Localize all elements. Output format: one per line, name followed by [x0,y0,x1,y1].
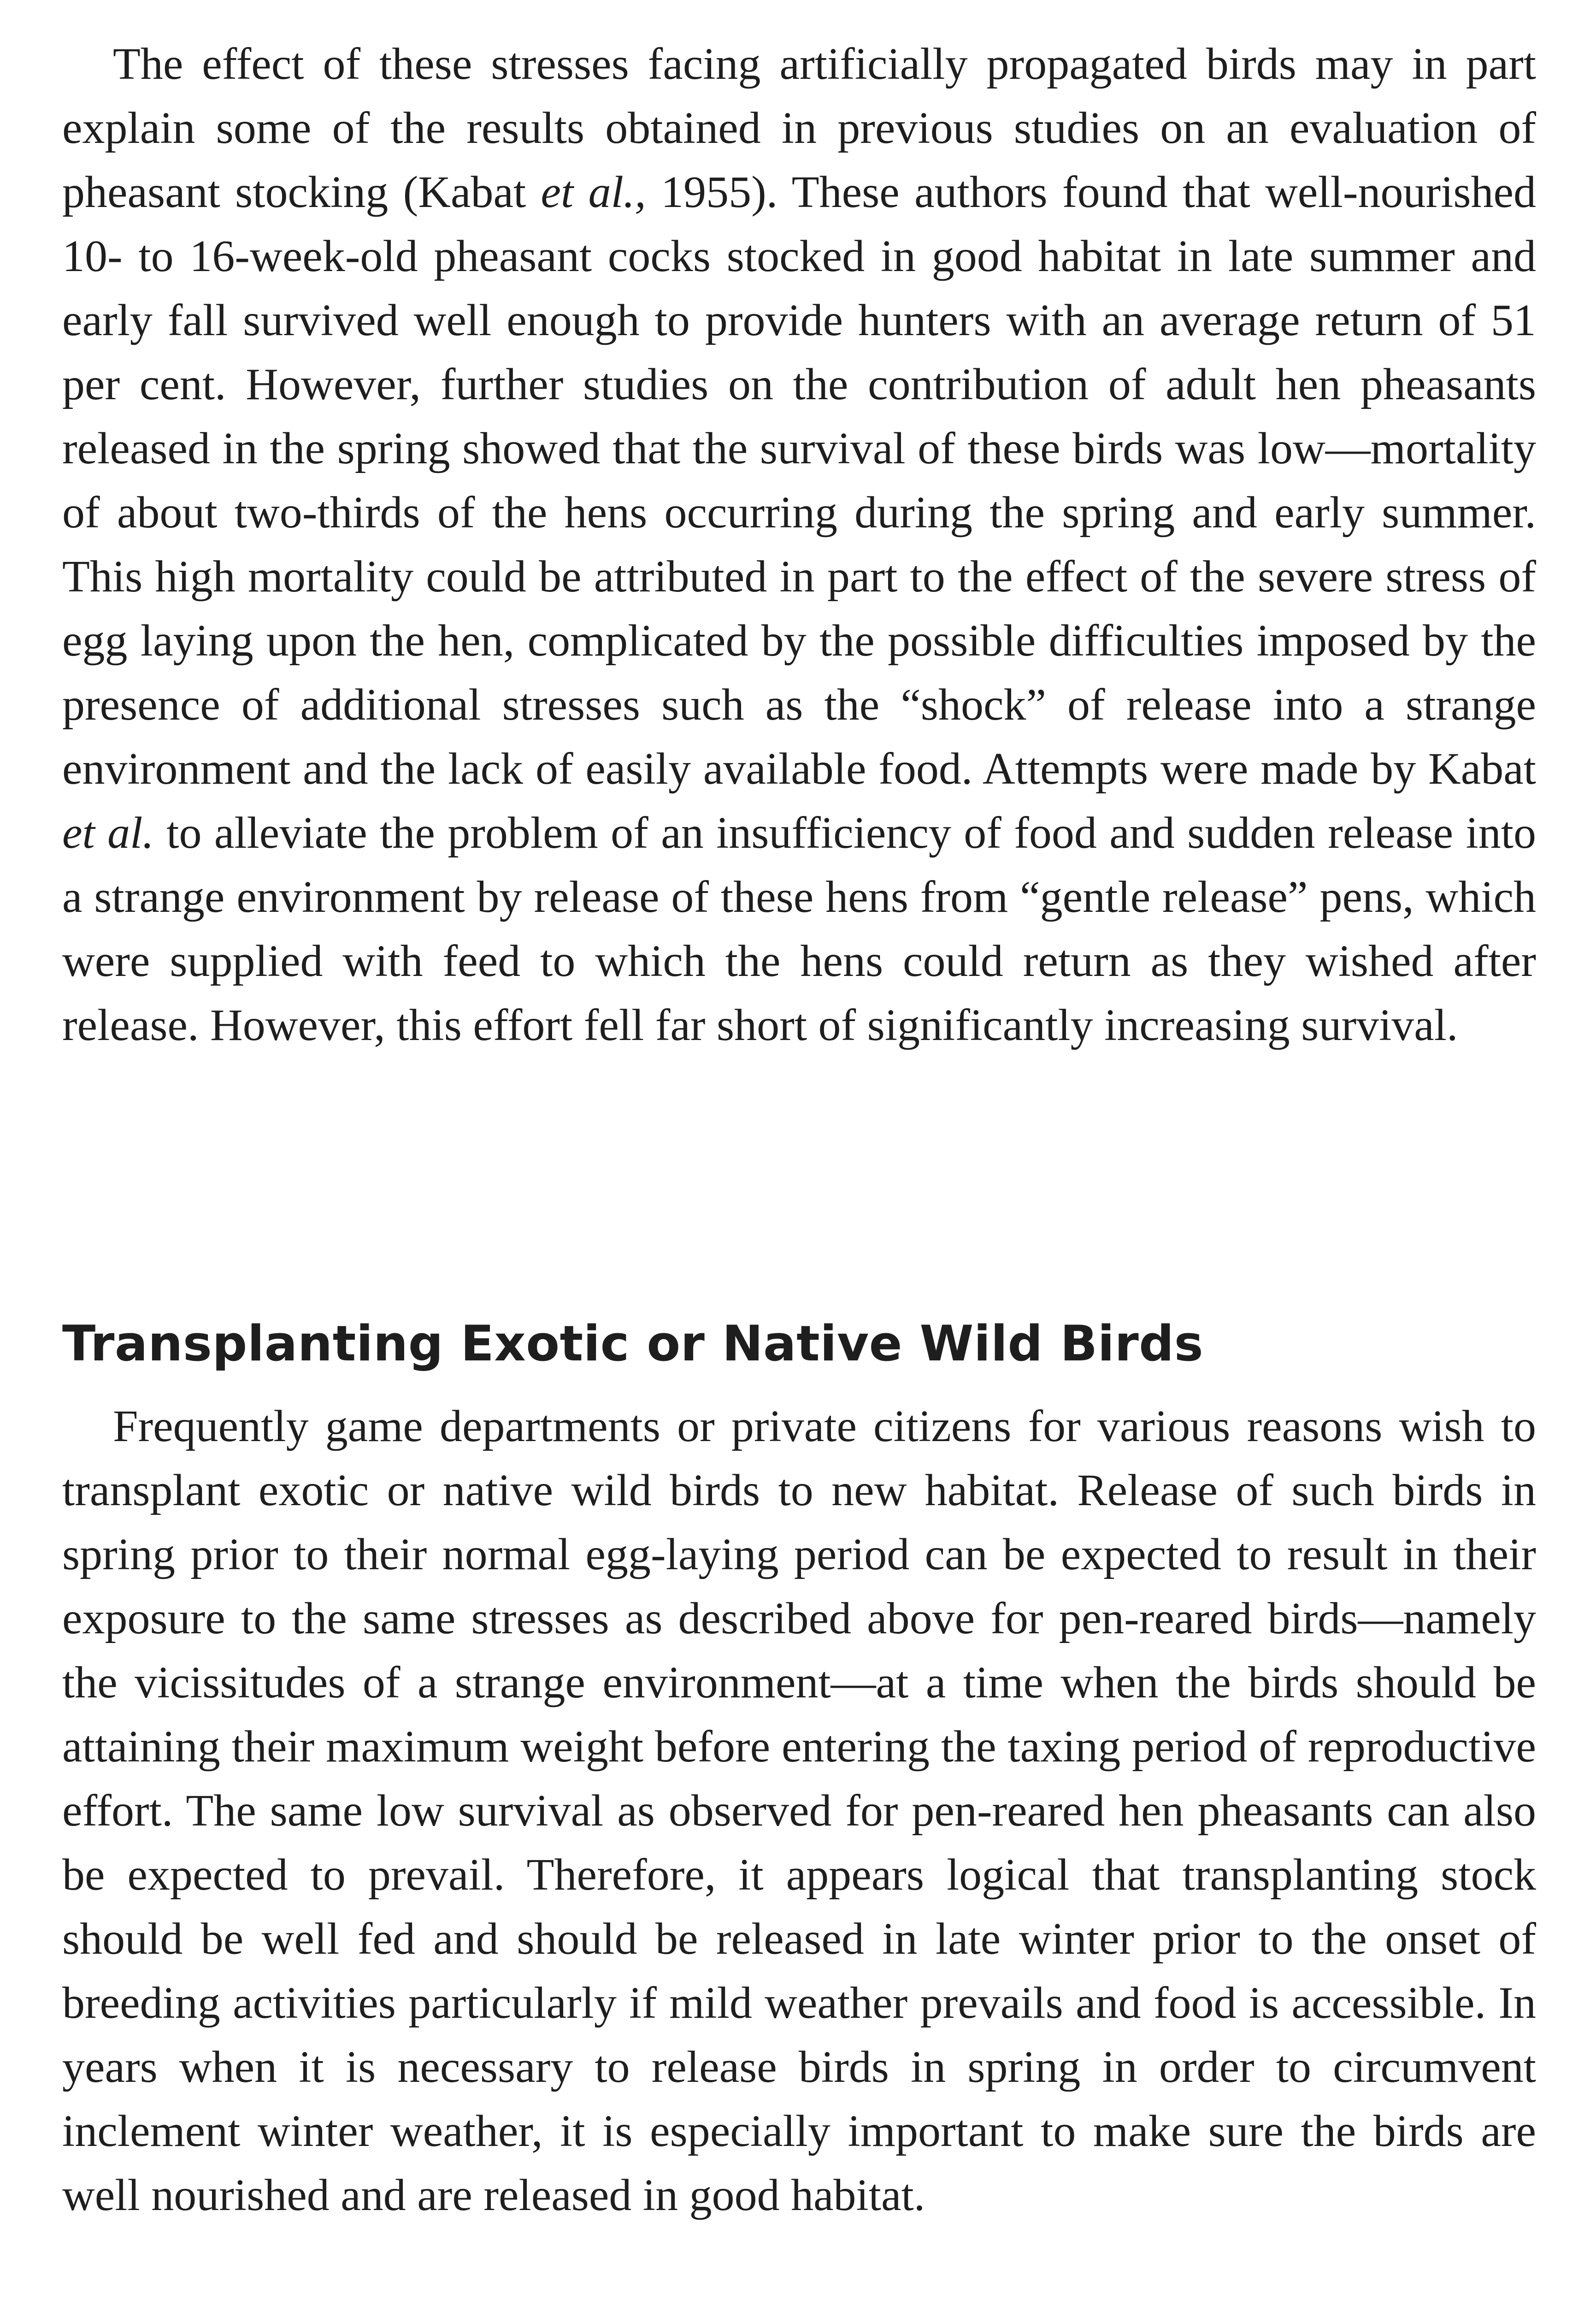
paragraph-text: to alleviate the problem of an insufficiency of food and sudden release into a strange environment by release of these hens from “gentle release” pens, which were supplied with feed to which the hens could return as they wished after release. However, this effort fell far short of significantly increasing survival. [62,808,1537,1050]
citation-et-al: et al. [62,808,154,858]
citation-et-al: et al., [541,167,646,217]
section-heading-transplanting: Transplanting Exotic or Native Wild Birds [62,1315,1204,1372]
paragraph-transplanting: Frequently game departments or private citizens for various reasons wish to transplant exotic or native wild birds to new habitat. Release of such birds in spring prior to their normal egg-laying period can be expected to result in their exposure to the same stresses as described above for pen-reared birds—namely the vicissitudes of a strange environment—at a time when the birds should be attaining their maximum weight before entering the taxing period of reproductive effort. The same low survival as observed for pen-reared hen pheasants can also be expected to prevail. Therefore, it appears logical that transplanting stock should be well fed and should be released in late winter prior to the onset of breeding activities particularly if mild weather prevails and food is accessible. In years when it is necessary to release birds in spring in order to circumvent inclement winter weather, it is especially important to make sure the birds are well nourished and are released in good habitat. [62,1401,1536,2220]
paragraph-text: The effect of these stresses facing artificially propagated birds may in part explain some of the results obtained in previous studies on an evaluation of pheasant stocking (Kabat [62,39,1536,217]
paragraph-pheasant-stocking [62,32,1536,1058]
paragraph-text: 1955). These authors found that well-nourished 10- to 16-week-old pheasant cocks stocked in good habitat in late summer and early fall survived well enough to provide hunters with an average return of 51 per cent. However, further studies on the contribution of adult hen pheasants released in the spring showed that the survival of these birds was low—mortality of about two-thirds of the hens occurring during the spring and early summer. This high mortality could be attributed in part to the effect of the severe stress of egg laying upon the hen, complicated by the possible difficulties imposed by the presence of additional stresses such as the “shock” of release into a strange environment and the lack of easily available food. Attempts were made by Kabat [62,167,1537,794]
